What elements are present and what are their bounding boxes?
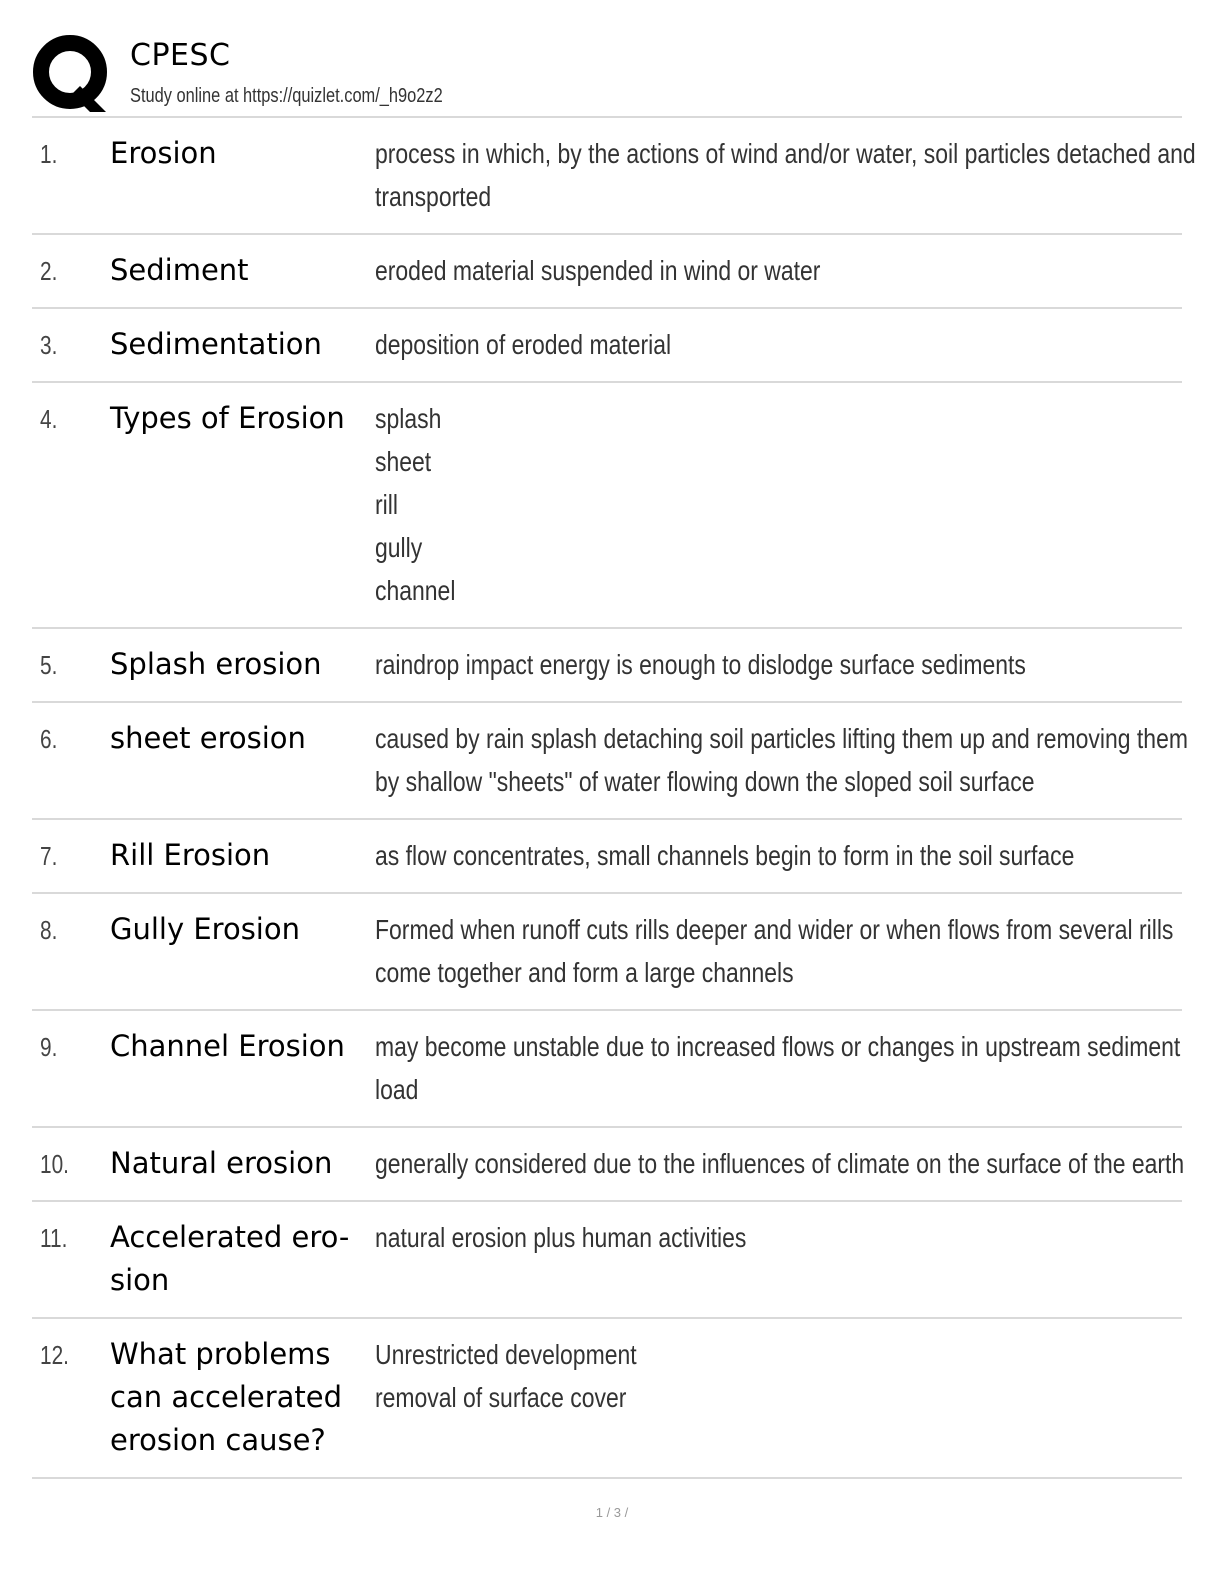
page-number: 1 / 3 /: [595, 1505, 629, 1520]
term-number: 9.: [40, 1032, 58, 1062]
term-word: Rill Erosion: [110, 838, 271, 872]
term-number: 7.: [40, 841, 58, 871]
term-definition: [375, 834, 1175, 877]
definition-line: as flow concentrates, small channels begin to form in the soil surface: [375, 840, 1075, 871]
definition-line: Formed when runoff cuts rills deeper and wider or when flows from several rills: [375, 914, 1174, 945]
definition-line: may become unstable due to increased flows or changes in upstream sediment: [375, 1031, 1181, 1062]
definition-line: rill: [375, 489, 398, 520]
definition-line: raindrop impact energy is enough to dislodge surface sediments: [375, 649, 1026, 680]
term-definition: [375, 132, 1196, 218]
definition-line: by shallow "sheets" of water flowing down the sloped soil surface: [375, 766, 1035, 797]
term-row: [32, 1011, 1182, 1128]
term-definition: [375, 908, 1175, 994]
term-definition: [375, 1216, 1175, 1259]
term-number: 3.: [40, 330, 58, 360]
definition-line: process in which, by the actions of wind and/or water, soil particles detached and: [375, 138, 1196, 169]
definition-line: Unrestricted development: [375, 1339, 637, 1370]
term-word: Sediment: [110, 253, 249, 287]
term-word: What problems can accelerated erosion cause?: [110, 1337, 343, 1457]
term-word: Gully Erosion: [110, 912, 300, 946]
document-header: [32, 30, 1182, 116]
term-number: 4.: [40, 404, 58, 434]
definition-line: channel: [375, 575, 456, 606]
term-number: 6.: [40, 724, 58, 754]
term-word: Sedimentation: [110, 327, 322, 361]
term-definition: [375, 1333, 1175, 1419]
definition-line: deposition of eroded material: [375, 329, 672, 360]
definition-line: removal of surface cover: [375, 1382, 627, 1413]
term-definition: [375, 323, 1175, 366]
definition-line: generally considered due to the influences of climate on the surface of the earth: [375, 1148, 1185, 1179]
definition-line: sheet: [375, 446, 432, 477]
term-row: [32, 383, 1182, 629]
term-definition: [375, 249, 1175, 292]
definition-line: splash: [375, 403, 442, 434]
term-word: sheet erosion: [110, 721, 306, 755]
term-row: [32, 1202, 1182, 1319]
term-word: Splash erosion: [110, 647, 322, 681]
term-word: Erosion: [110, 136, 217, 170]
term-row: [32, 894, 1182, 1011]
term-row: [32, 309, 1182, 383]
term-number: 12.: [40, 1340, 69, 1370]
term-word: Natural erosion: [110, 1146, 333, 1180]
term-number: 2.: [40, 256, 58, 286]
definition-line: eroded material suspended in wind or water: [375, 255, 821, 286]
term-row: [32, 820, 1182, 894]
term-number: 11.: [40, 1223, 68, 1253]
term-word: Accelerated ero- sion: [110, 1220, 350, 1297]
term-number: 1.: [40, 139, 58, 169]
term-number: 10.: [40, 1149, 69, 1179]
term-definition: [375, 717, 1188, 803]
term-definition: [375, 1025, 1181, 1111]
definition-line: caused by rain splash detaching soil particles lifting them up and removing them: [375, 723, 1188, 754]
definition-line: natural erosion plus human activities: [375, 1222, 747, 1253]
term-definition: [375, 643, 1175, 686]
term-definition: [375, 397, 1175, 612]
term-word: Channel Erosion: [110, 1029, 345, 1063]
term-number: 5.: [40, 650, 58, 680]
term-row: [32, 703, 1188, 820]
term-row: [32, 1128, 1185, 1202]
term-number: 8.: [40, 915, 58, 945]
document-title: CPESC: [130, 38, 231, 73]
definition-line: load: [375, 1074, 419, 1105]
term-row: [32, 235, 1182, 309]
term-row: [32, 118, 1196, 235]
definition-line: transported: [375, 181, 492, 212]
definition-line: gully: [375, 532, 423, 563]
term-word: Types of Erosion: [110, 401, 345, 435]
definition-line: come together and form a large channels: [375, 957, 794, 988]
term-row: [32, 1319, 1182, 1479]
term-row: [32, 629, 1182, 703]
study-link-text: Study online at https://quizlet.com/_h9o2z2: [130, 85, 443, 107]
term-definition: [375, 1142, 1185, 1185]
term-list: [32, 116, 1196, 1479]
quizlet-logo-icon: [32, 34, 112, 114]
